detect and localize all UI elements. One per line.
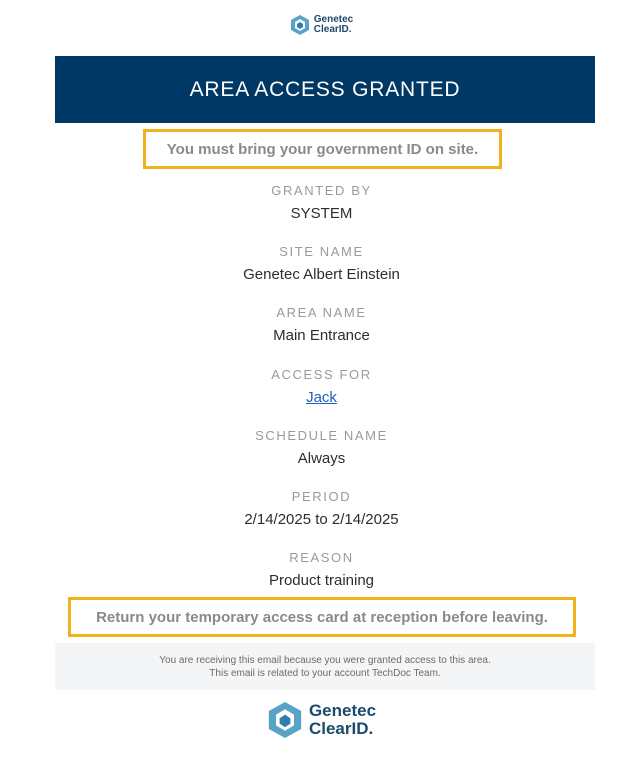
field-value: Main Entrance [273, 327, 370, 344]
field-area-name [0, 305, 643, 346]
field-value: SYSTEM [290, 205, 353, 222]
field-label: ACCESS FOR [271, 367, 372, 382]
brand-line1: Genetec [313, 14, 354, 25]
field-schedule-name [0, 428, 643, 469]
field-value: Product training [268, 572, 375, 589]
field-label: SITE NAME [279, 244, 364, 259]
footer-line2: This email is related to your account TechDoc Team. [209, 667, 441, 679]
footer-line1: You are receiving this email because you were granted access to this area. [159, 654, 491, 666]
field-value [0, 388, 643, 408]
brand-logo-bottom [0, 700, 643, 740]
brand-line2: ClearID. [308, 719, 374, 738]
brand-line2: ClearID. [313, 24, 352, 35]
field-reason [0, 550, 643, 591]
brand-line1: Genetec [308, 701, 377, 720]
access-for-link[interactable]: Jack [306, 389, 337, 406]
header-banner [55, 56, 595, 123]
field-period [0, 489, 643, 530]
government-id-notice [143, 129, 502, 169]
page-title: AREA ACCESS GRANTED [189, 77, 461, 101]
field-value: 2/14/2025 to 2/14/2025 [244, 511, 399, 528]
field-label: SCHEDULE NAME [255, 428, 388, 443]
government-id-notice-text: You must bring your government ID on site. [166, 140, 479, 158]
brand-logo-top [0, 14, 643, 36]
field-value: Genetec Albert Einstein [243, 266, 400, 283]
field-value: Always [297, 450, 346, 467]
field-label: PERIOD [291, 489, 352, 504]
brand-wordmark [309, 702, 376, 738]
genetec-clearid-logo-icon [290, 14, 310, 36]
return-card-notice [68, 597, 576, 637]
field-label: AREA NAME [276, 305, 367, 320]
field-label: REASON [289, 550, 354, 565]
return-card-notice-text: Return your temporary access card at reception before leaving. [96, 608, 548, 626]
email-footer [55, 643, 595, 690]
field-label: GRANTED BY [271, 183, 372, 198]
genetec-clearid-logo-icon [267, 700, 303, 740]
field-granted-by [0, 183, 643, 224]
field-site-name [0, 244, 643, 285]
brand-wordmark [314, 15, 353, 35]
field-access-for [0, 367, 643, 408]
